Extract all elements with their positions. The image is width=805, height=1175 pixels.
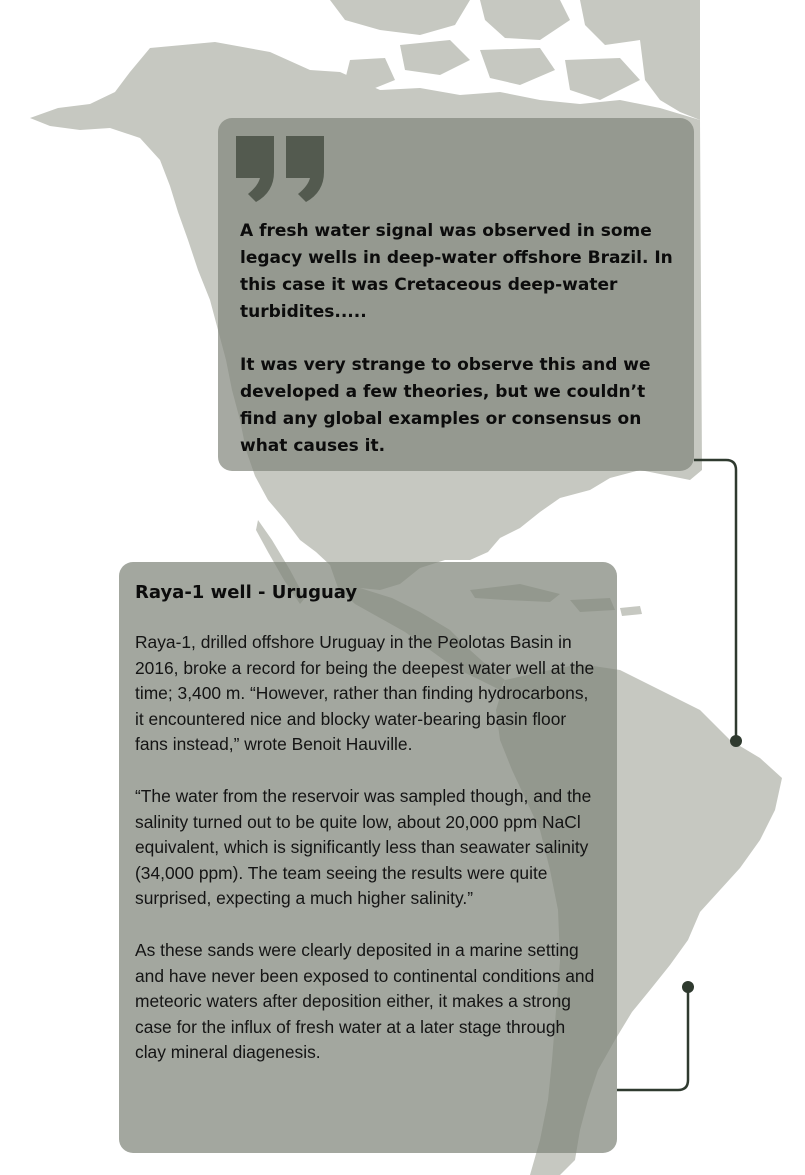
well-info-box	[119, 562, 617, 1153]
arctic-island	[480, 0, 570, 40]
arctic-island	[330, 0, 470, 35]
well-paragraph-1: Raya-1, drilled offshore Uruguay in the Peolotas Basin in 2016, broke a record for being the deepest water well at the time; 3,400 m. “However, rather than finding hydrocarbons, it encountered nice and blocky water-bearing basin floor fans instead,” wrote Benoit Hauville.	[135, 632, 595, 755]
arctic-island	[400, 40, 470, 75]
quote-mark-icon	[236, 136, 326, 202]
quote-box	[218, 118, 694, 471]
quote-paragraph-2: It was very strange to observe this and we developed a few theories, but we couldn’t find any global examples or consensus on what causes it.	[240, 355, 651, 456]
arctic-island	[480, 48, 555, 85]
arctic-island	[565, 58, 640, 100]
greenland	[640, 0, 700, 120]
well-title: Raya-1 well - Uruguay	[135, 582, 358, 603]
well-paragraph-2: “The water from the reservoir was sampled though, and the salinity turned out to be quite low, about 20,000 ppm NaCl equivalent, which is significantly less than seawater salinity (34,000 ppm). The team seeing the results were quite surprised, expecting a much higher salinity.”	[135, 785, 592, 909]
quote-paragraph-1: A fresh water signal was observed in some legacy wells in deep-water offshore Brazil. In this case it was Cretaceous deep-water turbidites.....	[240, 221, 673, 322]
caribbean-island	[620, 606, 642, 616]
well-paragraph-3: As these sands were clearly deposited in a marine setting and have never been exposed to continental conditions and meteoric waters after deposition either, it makes a strong case for the influx of fresh water at a later stage through clay mineral diagenesis.	[135, 939, 595, 1063]
